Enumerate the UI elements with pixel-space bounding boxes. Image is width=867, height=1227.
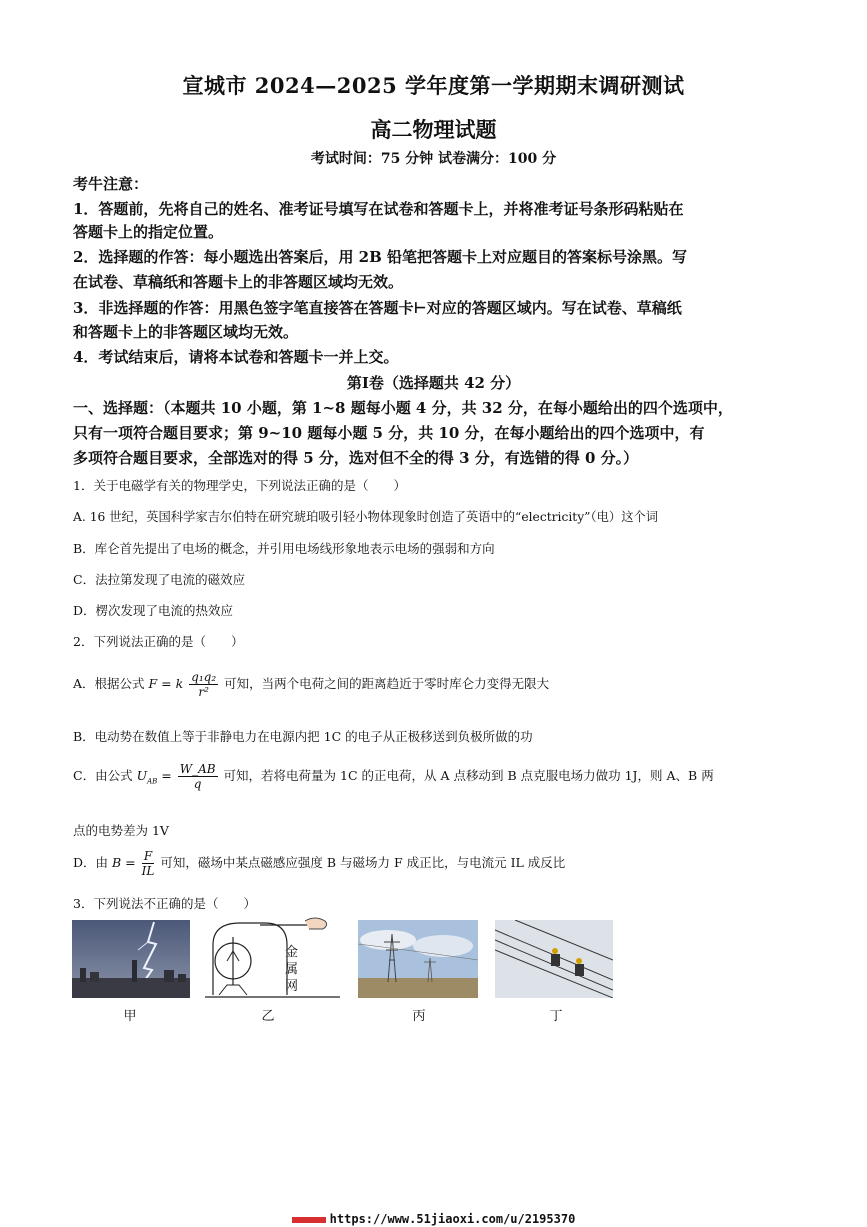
q2-a-fraction <box>189 670 218 699</box>
q2-a-numerator: q₁q₂ <box>191 670 217 684</box>
footer-link-text[interactable]: https://www.51jiaoxi.com/u/2195370 <box>329 1212 576 1226</box>
figure-caption-bing: 丙 <box>412 1009 426 1024</box>
exam-meta: 考试时间：75 分钟 试卷满分：100 分 <box>310 151 557 167</box>
exam-subject: 高二物理试题 <box>370 117 497 142</box>
notice-line: 3．非选择题的作答：用黑色签字笔直接答在答题卡⊢对应的答题区域内。写在试卷、草稿纸 <box>73 299 682 317</box>
notice-line: 4．考试结束后，请将本试卷和答题卡一并上交。 <box>73 348 399 366</box>
figure-metal-cage <box>205 915 345 1000</box>
net-label-char: 属 <box>285 962 299 977</box>
q1-option-a: A. 16 世纪，英国科学家吉尔伯特在研究琥珀吸引轻小物体现象时创造了英语中的“electricity”（电）这个词 <box>73 510 659 524</box>
notice-heading: 考牛注意： <box>73 175 149 193</box>
q2-stem: 2．下列说法正确的是（ ） <box>73 634 244 649</box>
q2-c-numerator: W_AB <box>179 762 216 776</box>
q2-d-fraction <box>142 849 155 878</box>
q2-a-suffix: 可知，当两个电荷之间的距离趋近于零时库仑力变得无限大 <box>224 676 550 691</box>
q2-c-lhs-sub: AB <box>147 777 158 786</box>
q2-option-c-continued: 点的电势差为 1V <box>73 823 169 838</box>
figure-line-workers <box>495 920 613 998</box>
section-instruction: 只有一项符合题目要求；第 9~10 题每小题 5 分，共 10 分，在每小题给出的四个选项中，有 <box>73 424 705 442</box>
notice-line: 1．答题前，先将自己的姓名、准考证号填写在试卷和答题卡上，并将准考证号条形码粘贴在 <box>73 200 684 218</box>
section-instruction: 多项符合题目要求，全部选对的得 5 分，选对但不全的得 3 分，有选错的得 0 分。） <box>73 449 639 467</box>
section-title: 第Ⅰ卷（选择题共 42 分） <box>346 374 521 392</box>
q2-option-c: C．由公式 $U_{AB}$ = $\frac{W\_AB}{q}$ 可知，若将电荷量为 1C 的正电荷，从 A 点移动到 B 点克服电场力做功 1J，则 A、B 两 <box>73 762 714 791</box>
q2-c-prefix: C．由公式 <box>73 768 133 783</box>
q2-c-lhs: U <box>136 768 148 783</box>
q2-a-formula-lhs: F = k <box>148 676 184 691</box>
q2-c-denominator: q <box>193 777 202 791</box>
figure-lightning-city <box>72 920 190 998</box>
q2-d-denominator: IL <box>141 864 155 878</box>
notice-line: 答题卡上的指定位置。 <box>73 223 224 241</box>
figure-caption-yi: 乙 <box>261 1009 275 1024</box>
q2-d-lhs: B = <box>112 855 136 870</box>
notice-line: 和答题卡上的非答题区域均无效。 <box>73 323 299 341</box>
q2-d-prefix: D．由 <box>73 855 109 870</box>
footer-url[interactable] <box>0 1212 867 1226</box>
figure-power-towers <box>358 920 478 998</box>
notice-line: 2．选择题的作答：每小题选出答案后，用 2B 铅笔把答题卡上对应题目的答案标号涂黑。写 <box>73 248 688 266</box>
net-label-char: 网 <box>285 979 299 994</box>
notice-line: 在试卷、草稿纸和答题卡上的非答题区域均无效。 <box>73 273 404 291</box>
net-label-char: 金 <box>285 945 299 960</box>
q1-option-b: B．库仑首先提出了电场的概念，并引用电场线形象地表示电场的强弱和方向 <box>73 541 495 556</box>
q1-option-d: D．楞次发现了电流的热效应 <box>73 603 234 618</box>
section-instruction: ⼀、选择题：（本题共 10 小题，第 1~8 题每小题 4 分，共 32 分，在每小题给出的四个选项中， <box>73 399 733 417</box>
q1-option-c: C．法拉第发现了电流的磁效应 <box>73 572 246 587</box>
q2-option-b: B．电动势在数值上等于非静电力在电源内把 1C 的电子从正极移送到负极所做的功 <box>73 729 533 744</box>
q2-c-suffix: 可知，若将电荷量为 1C 的正电荷，从 A 点移动到 B 点克服电场力做功 1J，则 A、B 两 <box>223 768 714 783</box>
q1-stem: 1．关于电磁学有关的物理学史，下列说法正确的是（ ） <box>73 478 406 493</box>
q2-d-suffix: 可知，磁场中某点磁感应强度 B 与磁场力 F 成正比，与电流元 IL 成反比 <box>160 855 566 870</box>
q2-d-numerator: F <box>142 849 155 864</box>
q3-stem: 3．下列说法不正确的是（ ） <box>73 896 256 911</box>
footer-logo-icon <box>292 1217 326 1223</box>
exam-title: 宣城市 2024—2025 学年度第一学期期末调研测试 <box>182 73 685 98</box>
metal-net-label <box>285 944 299 995</box>
q2-a-denominator: r² <box>198 685 209 699</box>
figure-caption-jia: 甲 <box>123 1009 137 1024</box>
q2-option-d <box>73 849 565 878</box>
q2-option-a <box>73 670 549 699</box>
q2-a-prefix: A．根据公式 <box>73 676 145 691</box>
q2-c-fraction <box>178 762 218 791</box>
figure-caption-ding: 丁 <box>549 1009 563 1024</box>
